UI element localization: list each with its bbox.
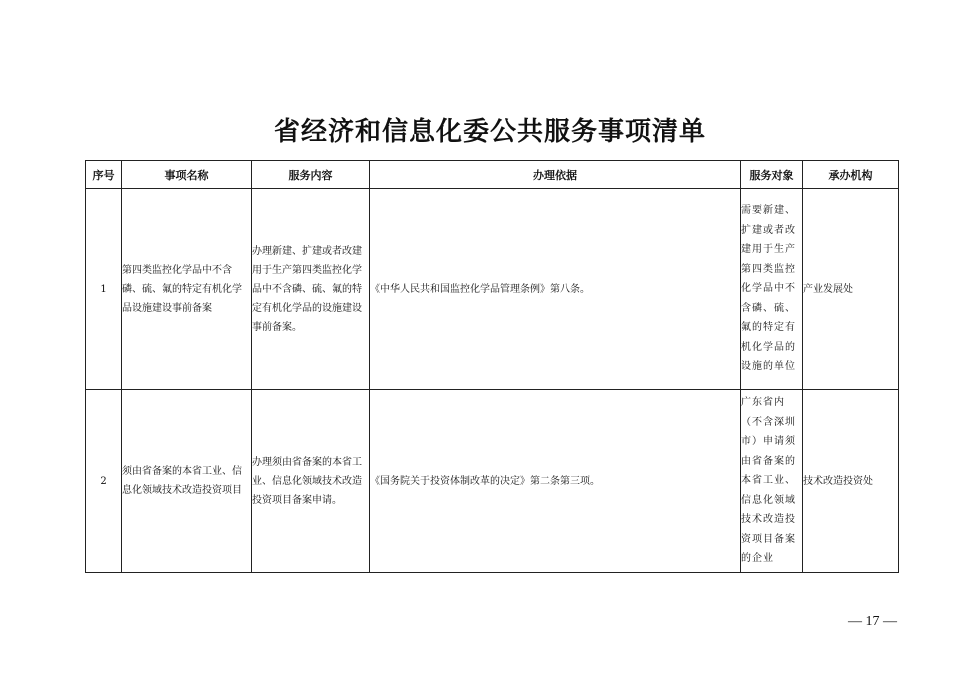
- basis: 《国务院关于投资体制改革的决定》第二条第三项。: [370, 390, 741, 573]
- header-agency: 承办机构: [803, 161, 899, 189]
- header-service-content: 服务内容: [252, 161, 370, 189]
- service-content: 办理新建、扩建或者改建用于生产第四类监控化学品中不含磷、硫、氟的特定有机化学品的设施建设事前备案。: [252, 189, 370, 390]
- row-number: 2: [86, 390, 122, 573]
- item-name: 第四类监控化学品中不含磷、硫、氟的特定有机化学品设施建设事前备案: [122, 189, 252, 390]
- basis: 《中华人民共和国监控化学品管理条例》第八条。: [370, 189, 741, 390]
- header-service-target: 服务对象: [741, 161, 803, 189]
- service-items-table: [85, 160, 899, 573]
- header-item-name: 事项名称: [122, 161, 252, 189]
- table-row: [86, 390, 899, 573]
- header-basis: 办理依据: [370, 161, 741, 189]
- agency: 产业发展处: [803, 189, 899, 390]
- service-content: 办理须由省备案的本省工业、信息化领域技术改造投资项目备案申请。: [252, 390, 370, 573]
- agency: 技术改造投资处: [803, 390, 899, 573]
- table-header-row: [86, 161, 899, 189]
- table-row: [86, 189, 899, 390]
- header-no: 序号: [86, 161, 122, 189]
- document-title: 省经济和信息化委公共服务事项清单: [273, 117, 706, 147]
- page-number: — 17 —: [848, 614, 897, 629]
- service-target: 广东省内（不含深圳市）申请须由省备案的本省工业、信息化领域技术改造投资项目备案的企业: [741, 390, 803, 573]
- item-name: 须由省备案的本省工业、信息化领域技术改造投资项目: [122, 390, 252, 573]
- service-target: 需要新建、扩建或者改建用于生产第四类监控化学品中不含磷、硫、氟的特定有机化学品的设施的单位: [741, 189, 803, 390]
- row-number: 1: [86, 189, 122, 390]
